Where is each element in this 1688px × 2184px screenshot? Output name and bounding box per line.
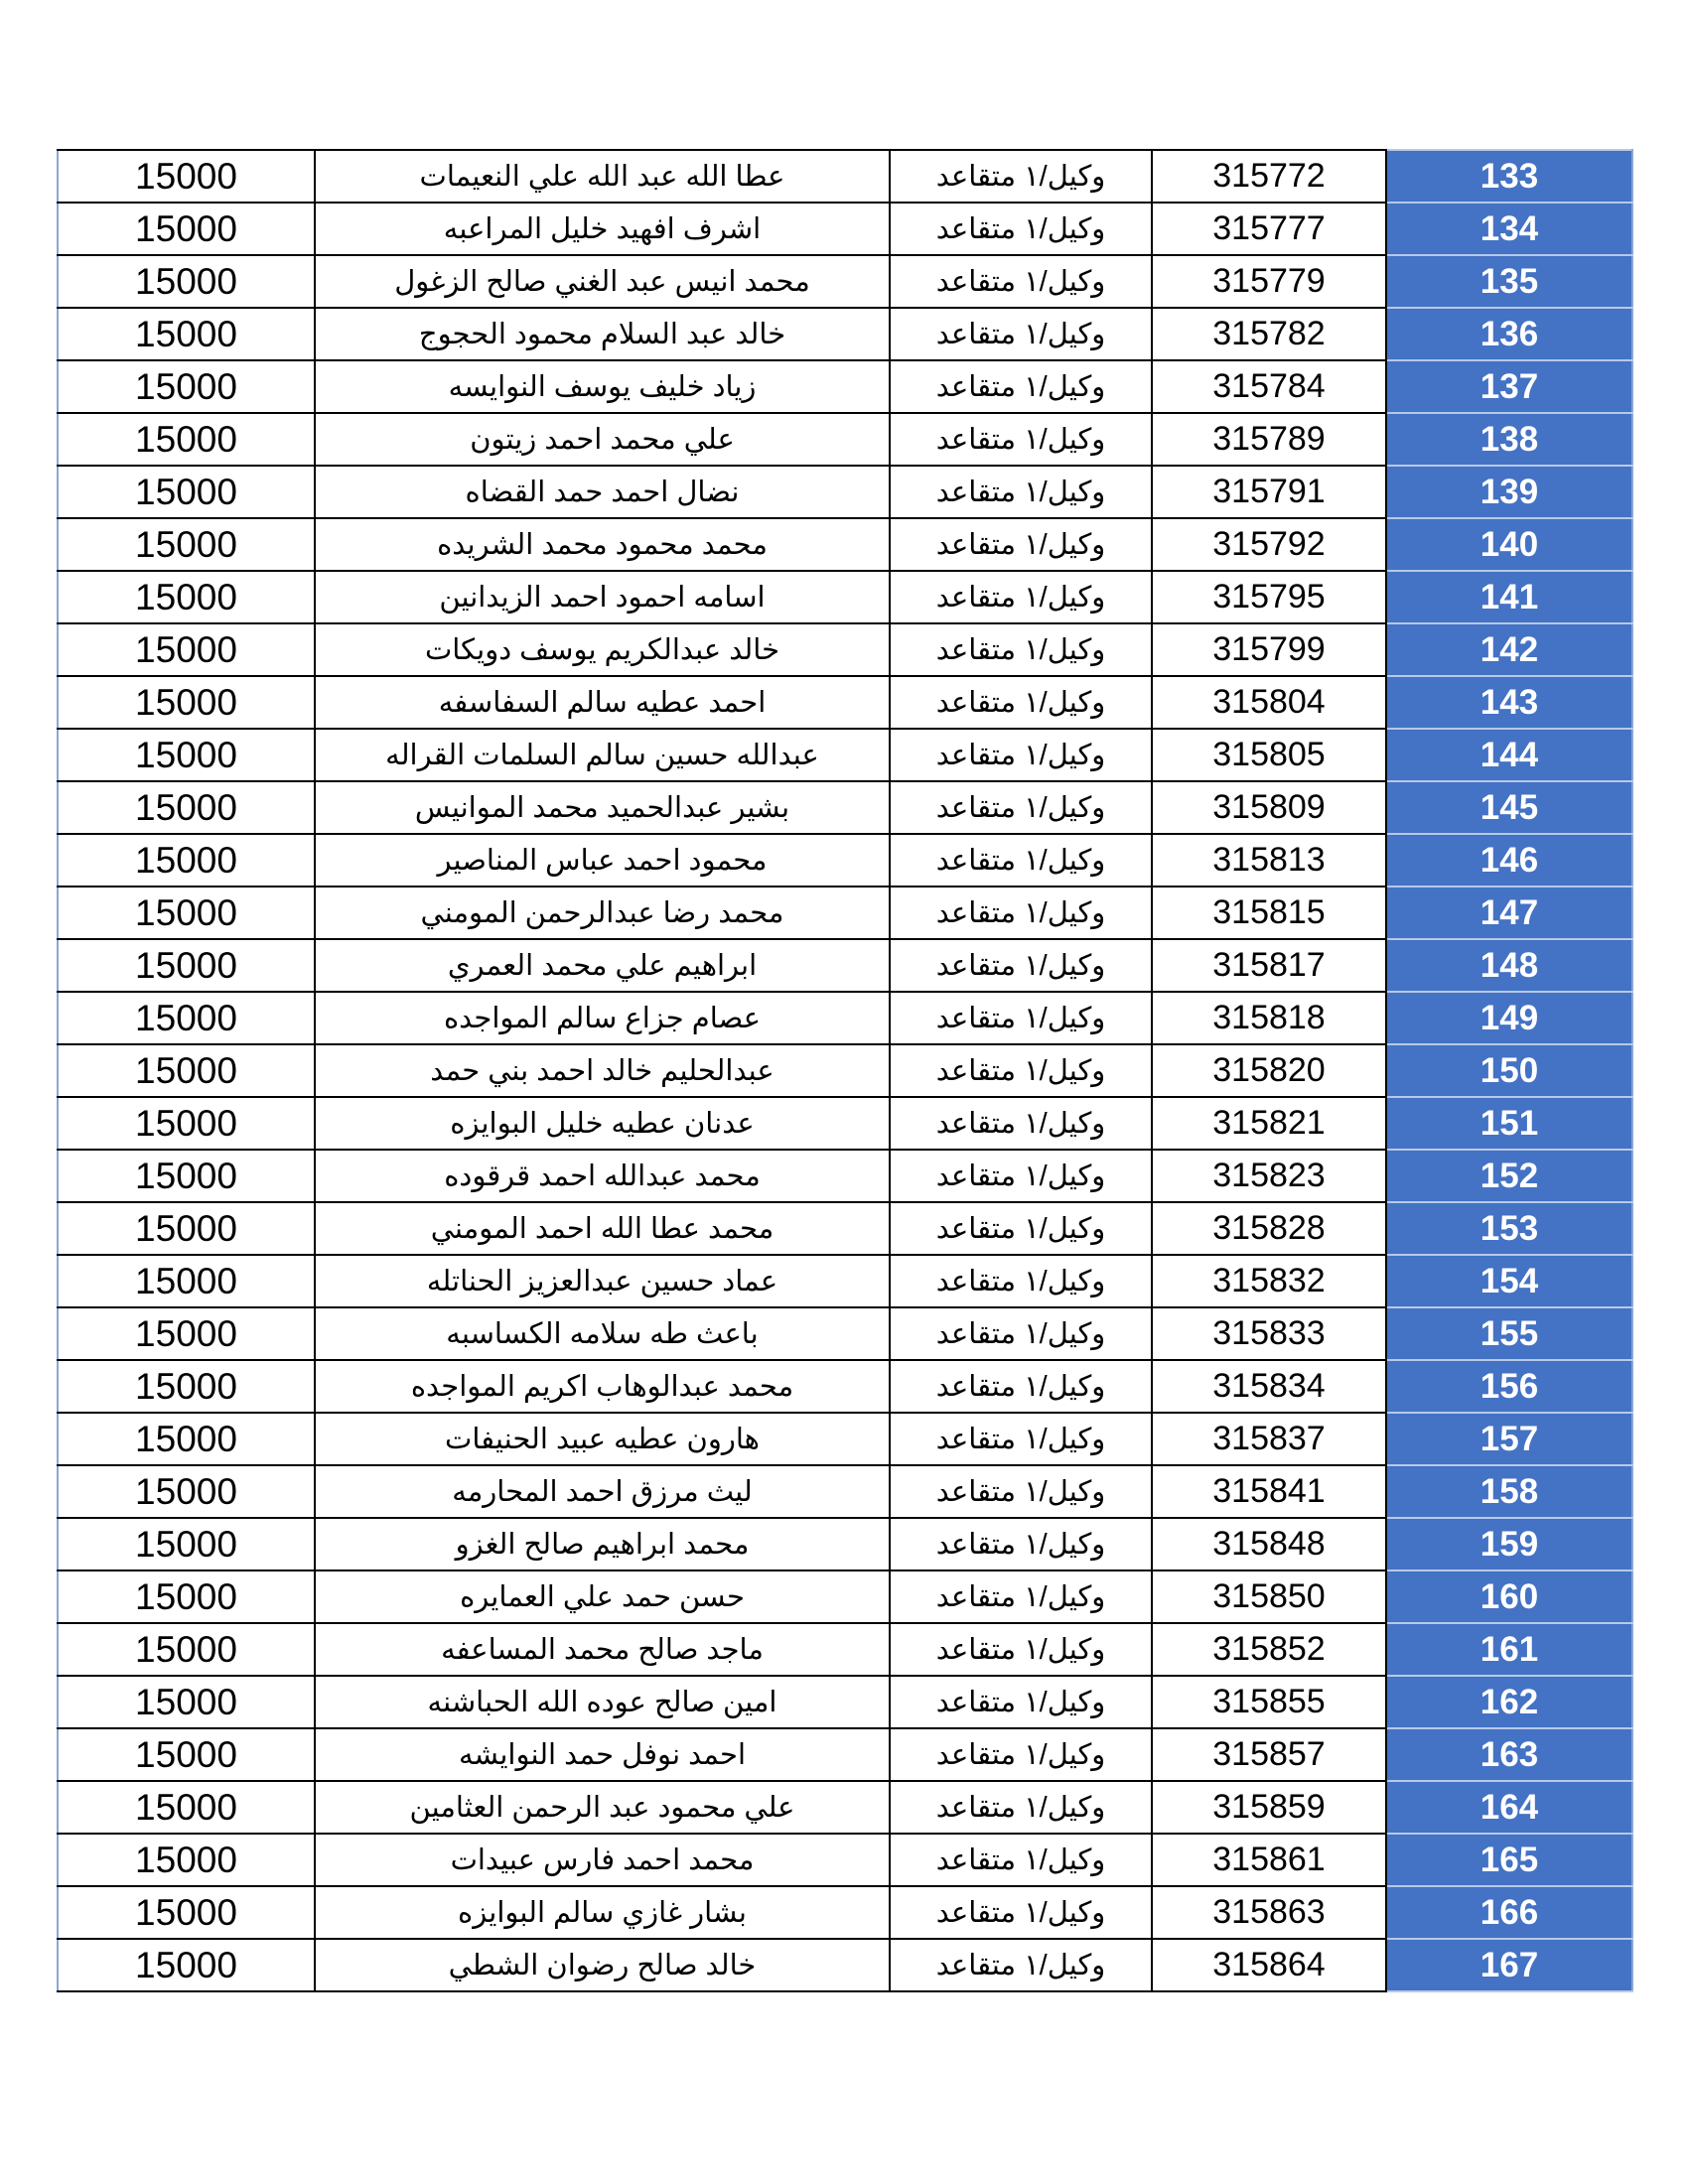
amount-cell: 15000	[58, 1781, 315, 1834]
amount-cell: 15000	[58, 518, 315, 571]
id-number-cell: 315789	[1152, 413, 1386, 466]
table-row	[58, 1728, 1632, 1781]
amount-cell: 15000	[58, 729, 315, 781]
amount-cell: 15000	[58, 360, 315, 413]
serial-number-cell: 163	[1386, 1728, 1632, 1781]
id-number-cell: 315859	[1152, 1781, 1386, 1834]
name-cell: علي محمد احمد زيتون	[315, 413, 890, 466]
table-row	[58, 1044, 1632, 1097]
name-cell: هارون عطيه عبيد الحنيفات	[315, 1413, 890, 1465]
serial-number-cell: 166	[1386, 1886, 1632, 1939]
rank-status-cell: وكيل/١ متقاعد	[890, 834, 1152, 887]
amount-cell: 15000	[58, 1150, 315, 1202]
serial-number-cell: 152	[1386, 1150, 1632, 1202]
name-cell: علي محمود عبد الرحمن العثامين	[315, 1781, 890, 1834]
id-number-cell: 315784	[1152, 360, 1386, 413]
name-cell: خالد صالح رضوان الشطي	[315, 1939, 890, 1991]
rank-status-cell: وكيل/١ متقاعد	[890, 466, 1152, 518]
rank-status-cell: وكيل/١ متقاعد	[890, 1465, 1152, 1518]
amount-cell: 15000	[58, 992, 315, 1044]
rank-status-cell: وكيل/١ متقاعد	[890, 203, 1152, 255]
table-body	[58, 150, 1632, 1991]
id-number-cell: 315848	[1152, 1518, 1386, 1570]
table-row	[58, 308, 1632, 360]
serial-number-cell: 147	[1386, 887, 1632, 939]
name-cell: باعث طه سلامه الكساسبه	[315, 1307, 890, 1360]
name-cell: خالد عبد السلام محمود الحجوج	[315, 308, 890, 360]
serial-number-cell: 142	[1386, 623, 1632, 676]
id-number-cell: 315864	[1152, 1939, 1386, 1991]
serial-number-cell: 146	[1386, 834, 1632, 887]
table-row	[58, 1150, 1632, 1202]
id-number-cell: 315834	[1152, 1360, 1386, 1413]
name-cell: ابراهيم علي محمد العمري	[315, 939, 890, 992]
name-cell: ماجد صالح محمد المساعفه	[315, 1623, 890, 1676]
id-number-cell: 315861	[1152, 1834, 1386, 1886]
rank-status-cell: وكيل/١ متقاعد	[890, 518, 1152, 571]
table-row	[58, 1202, 1632, 1255]
serial-number-cell: 149	[1386, 992, 1632, 1044]
name-cell: عطا الله عبد الله علي النعيمات	[315, 150, 890, 203]
rank-status-cell: وكيل/١ متقاعد	[890, 360, 1152, 413]
id-number-cell: 315772	[1152, 150, 1386, 203]
serial-number-cell: 137	[1386, 360, 1632, 413]
name-cell: عماد حسين عبدالعزيز الحناتله	[315, 1255, 890, 1307]
name-cell: بشار غازي سالم البوايزه	[315, 1886, 890, 1939]
id-number-cell: 315823	[1152, 1150, 1386, 1202]
amount-cell: 15000	[58, 887, 315, 939]
id-number-cell: 315792	[1152, 518, 1386, 571]
table-row	[58, 729, 1632, 781]
amount-cell: 15000	[58, 1939, 315, 1991]
rank-status-cell: وكيل/١ متقاعد	[890, 1939, 1152, 1991]
id-number-cell: 315777	[1152, 203, 1386, 255]
id-number-cell: 315841	[1152, 1465, 1386, 1518]
name-cell: عدنان عطيه خليل البوايزه	[315, 1097, 890, 1150]
table-row	[58, 1939, 1632, 1991]
serial-number-cell: 151	[1386, 1097, 1632, 1150]
id-number-cell: 315837	[1152, 1413, 1386, 1465]
id-number-cell: 315805	[1152, 729, 1386, 781]
name-cell: محمود احمد عباس المناصير	[315, 834, 890, 887]
table-row	[58, 1676, 1632, 1728]
id-number-cell: 315852	[1152, 1623, 1386, 1676]
id-number-cell: 315809	[1152, 781, 1386, 834]
id-number-cell: 315791	[1152, 466, 1386, 518]
rank-status-cell: وكيل/١ متقاعد	[890, 1676, 1152, 1728]
rank-status-cell: وكيل/١ متقاعد	[890, 939, 1152, 992]
serial-number-cell: 162	[1386, 1676, 1632, 1728]
table-row	[58, 203, 1632, 255]
amount-cell: 15000	[58, 1676, 315, 1728]
table-row	[58, 1360, 1632, 1413]
id-number-cell: 315817	[1152, 939, 1386, 992]
rank-status-cell: وكيل/١ متقاعد	[890, 729, 1152, 781]
serial-number-cell: 150	[1386, 1044, 1632, 1097]
serial-number-cell: 144	[1386, 729, 1632, 781]
name-cell: اشرف افهيد خليل المراعبه	[315, 203, 890, 255]
table-row	[58, 1518, 1632, 1570]
amount-cell: 15000	[58, 1044, 315, 1097]
amount-cell: 15000	[58, 1202, 315, 1255]
id-number-cell: 315855	[1152, 1676, 1386, 1728]
serial-number-cell: 165	[1386, 1834, 1632, 1886]
table-row	[58, 1465, 1632, 1518]
serial-number-cell: 155	[1386, 1307, 1632, 1360]
rank-status-cell: وكيل/١ متقاعد	[890, 571, 1152, 623]
rank-status-cell: وكيل/١ متقاعد	[890, 1728, 1152, 1781]
name-cell: محمد ابراهيم صالح الغزو	[315, 1518, 890, 1570]
amount-cell: 15000	[58, 1728, 315, 1781]
table-row	[58, 571, 1632, 623]
rank-status-cell: وكيل/١ متقاعد	[890, 1781, 1152, 1834]
table-row	[58, 1097, 1632, 1150]
name-cell: بشير عبدالحميد محمد الموانيس	[315, 781, 890, 834]
amount-cell: 15000	[58, 1097, 315, 1150]
name-cell: احمد عطيه سالم السفاسفه	[315, 676, 890, 729]
rank-status-cell: وكيل/١ متقاعد	[890, 1150, 1152, 1202]
serial-number-cell: 139	[1386, 466, 1632, 518]
rank-status-cell: وكيل/١ متقاعد	[890, 150, 1152, 203]
amount-cell: 15000	[58, 571, 315, 623]
table-row	[58, 623, 1632, 676]
table-row	[58, 1307, 1632, 1360]
rank-status-cell: وكيل/١ متقاعد	[890, 887, 1152, 939]
amount-cell: 15000	[58, 1518, 315, 1570]
table-row	[58, 781, 1632, 834]
name-cell: زياد خليف يوسف النوايسه	[315, 360, 890, 413]
amount-cell: 15000	[58, 1834, 315, 1886]
table-row	[58, 466, 1632, 518]
rank-status-cell: وكيل/١ متقاعد	[890, 1518, 1152, 1570]
amount-cell: 15000	[58, 1360, 315, 1413]
name-cell: اسامه احمود احمد الزيدانين	[315, 571, 890, 623]
serial-number-cell: 140	[1386, 518, 1632, 571]
id-number-cell: 315813	[1152, 834, 1386, 887]
name-cell: محمد عبدالوهاب اكريم المواجده	[315, 1360, 890, 1413]
amount-cell: 15000	[58, 834, 315, 887]
name-cell: ليث مرزق احمد المحارمه	[315, 1465, 890, 1518]
name-cell: محمد رضا عبدالرحمن المومني	[315, 887, 890, 939]
amount-cell: 15000	[58, 203, 315, 255]
id-number-cell: 315782	[1152, 308, 1386, 360]
id-number-cell: 315818	[1152, 992, 1386, 1044]
amount-cell: 15000	[58, 308, 315, 360]
rank-status-cell: وكيل/١ متقاعد	[890, 1255, 1152, 1307]
serial-number-cell: 159	[1386, 1518, 1632, 1570]
name-cell: عبدالحليم خالد احمد بني حمد	[315, 1044, 890, 1097]
rank-status-cell: وكيل/١ متقاعد	[890, 676, 1152, 729]
id-number-cell: 315828	[1152, 1202, 1386, 1255]
rank-status-cell: وكيل/١ متقاعد	[890, 781, 1152, 834]
table-row	[58, 150, 1632, 203]
rank-status-cell: وكيل/١ متقاعد	[890, 1360, 1152, 1413]
amount-cell: 15000	[58, 1623, 315, 1676]
amount-cell: 15000	[58, 781, 315, 834]
id-number-cell: 315799	[1152, 623, 1386, 676]
amount-cell: 15000	[58, 413, 315, 466]
rank-status-cell: وكيل/١ متقاعد	[890, 1307, 1152, 1360]
id-number-cell: 315832	[1152, 1255, 1386, 1307]
name-cell: خالد عبدالكريم يوسف دويكات	[315, 623, 890, 676]
amount-cell: 15000	[58, 1255, 315, 1307]
table-row	[58, 834, 1632, 887]
rank-status-cell: وكيل/١ متقاعد	[890, 308, 1152, 360]
rank-status-cell: وكيل/١ متقاعد	[890, 992, 1152, 1044]
id-number-cell: 315820	[1152, 1044, 1386, 1097]
table-row	[58, 1255, 1632, 1307]
table-row	[58, 887, 1632, 939]
serial-number-cell: 138	[1386, 413, 1632, 466]
name-cell: نضال احمد حمد القضاه	[315, 466, 890, 518]
amount-cell: 15000	[58, 255, 315, 308]
serial-number-cell: 164	[1386, 1781, 1632, 1834]
table-row	[58, 1623, 1632, 1676]
serial-number-cell: 158	[1386, 1465, 1632, 1518]
table-row	[58, 255, 1632, 308]
table-row	[58, 676, 1632, 729]
table-row	[58, 518, 1632, 571]
name-cell: احمد نوفل حمد النوايشه	[315, 1728, 890, 1781]
rank-status-cell: وكيل/١ متقاعد	[890, 623, 1152, 676]
amount-cell: 15000	[58, 466, 315, 518]
amount-cell: 15000	[58, 1413, 315, 1465]
rank-status-cell: وكيل/١ متقاعد	[890, 413, 1152, 466]
rank-status-cell: وكيل/١ متقاعد	[890, 1570, 1152, 1623]
rank-status-cell: وكيل/١ متقاعد	[890, 1413, 1152, 1465]
table-row	[58, 360, 1632, 413]
table-row	[58, 1413, 1632, 1465]
id-number-cell: 315833	[1152, 1307, 1386, 1360]
name-cell: محمد احمد فارس عبيدات	[315, 1834, 890, 1886]
rank-status-cell: وكيل/١ متقاعد	[890, 255, 1152, 308]
amount-cell: 15000	[58, 150, 315, 203]
name-cell: عبدالله حسين سالم السلمات القراله	[315, 729, 890, 781]
serial-number-cell: 148	[1386, 939, 1632, 992]
serial-number-cell: 143	[1386, 676, 1632, 729]
name-cell: محمد انيس عبد الغني صالح الزغول	[315, 255, 890, 308]
rank-status-cell: وكيل/١ متقاعد	[890, 1834, 1152, 1886]
table-row	[58, 1834, 1632, 1886]
serial-number-cell: 154	[1386, 1255, 1632, 1307]
amount-cell: 15000	[58, 1465, 315, 1518]
rank-status-cell: وكيل/١ متقاعد	[890, 1202, 1152, 1255]
table-row	[58, 1781, 1632, 1834]
id-number-cell: 315795	[1152, 571, 1386, 623]
serial-number-cell: 134	[1386, 203, 1632, 255]
serial-number-cell: 167	[1386, 1939, 1632, 1991]
id-number-cell: 315857	[1152, 1728, 1386, 1781]
serial-number-cell: 157	[1386, 1413, 1632, 1465]
name-cell: محمد عبدالله احمد قرقوده	[315, 1150, 890, 1202]
name-cell: امين صالح عوده الله الحباشنه	[315, 1676, 890, 1728]
table-row	[58, 992, 1632, 1044]
table-row	[58, 1570, 1632, 1623]
amount-cell: 15000	[58, 1886, 315, 1939]
id-number-cell: 315821	[1152, 1097, 1386, 1150]
beneficiaries-table-container	[57, 149, 1631, 1992]
id-number-cell: 315779	[1152, 255, 1386, 308]
rank-status-cell: وكيل/١ متقاعد	[890, 1623, 1152, 1676]
id-number-cell: 315804	[1152, 676, 1386, 729]
amount-cell: 15000	[58, 1570, 315, 1623]
rank-status-cell: وكيل/١ متقاعد	[890, 1044, 1152, 1097]
serial-number-cell: 135	[1386, 255, 1632, 308]
amount-cell: 15000	[58, 676, 315, 729]
name-cell: محمد محمود محمد الشريده	[315, 518, 890, 571]
serial-number-cell: 161	[1386, 1623, 1632, 1676]
id-number-cell: 315863	[1152, 1886, 1386, 1939]
serial-number-cell: 145	[1386, 781, 1632, 834]
table-row	[58, 413, 1632, 466]
serial-number-cell: 156	[1386, 1360, 1632, 1413]
amount-cell: 15000	[58, 1307, 315, 1360]
rank-status-cell: وكيل/١ متقاعد	[890, 1097, 1152, 1150]
serial-number-cell: 160	[1386, 1570, 1632, 1623]
amount-cell: 15000	[58, 939, 315, 992]
serial-number-cell: 133	[1386, 150, 1632, 203]
name-cell: حسن حمد علي العمايره	[315, 1570, 890, 1623]
beneficiaries-table	[57, 149, 1633, 1992]
id-number-cell: 315815	[1152, 887, 1386, 939]
amount-cell: 15000	[58, 623, 315, 676]
rank-status-cell: وكيل/١ متقاعد	[890, 1886, 1152, 1939]
table-row	[58, 939, 1632, 992]
name-cell: عصام جزاع سالم المواجده	[315, 992, 890, 1044]
serial-number-cell: 153	[1386, 1202, 1632, 1255]
id-number-cell: 315850	[1152, 1570, 1386, 1623]
table-row	[58, 1886, 1632, 1939]
serial-number-cell: 136	[1386, 308, 1632, 360]
name-cell: محمد عطا الله احمد المومني	[315, 1202, 890, 1255]
serial-number-cell: 141	[1386, 571, 1632, 623]
